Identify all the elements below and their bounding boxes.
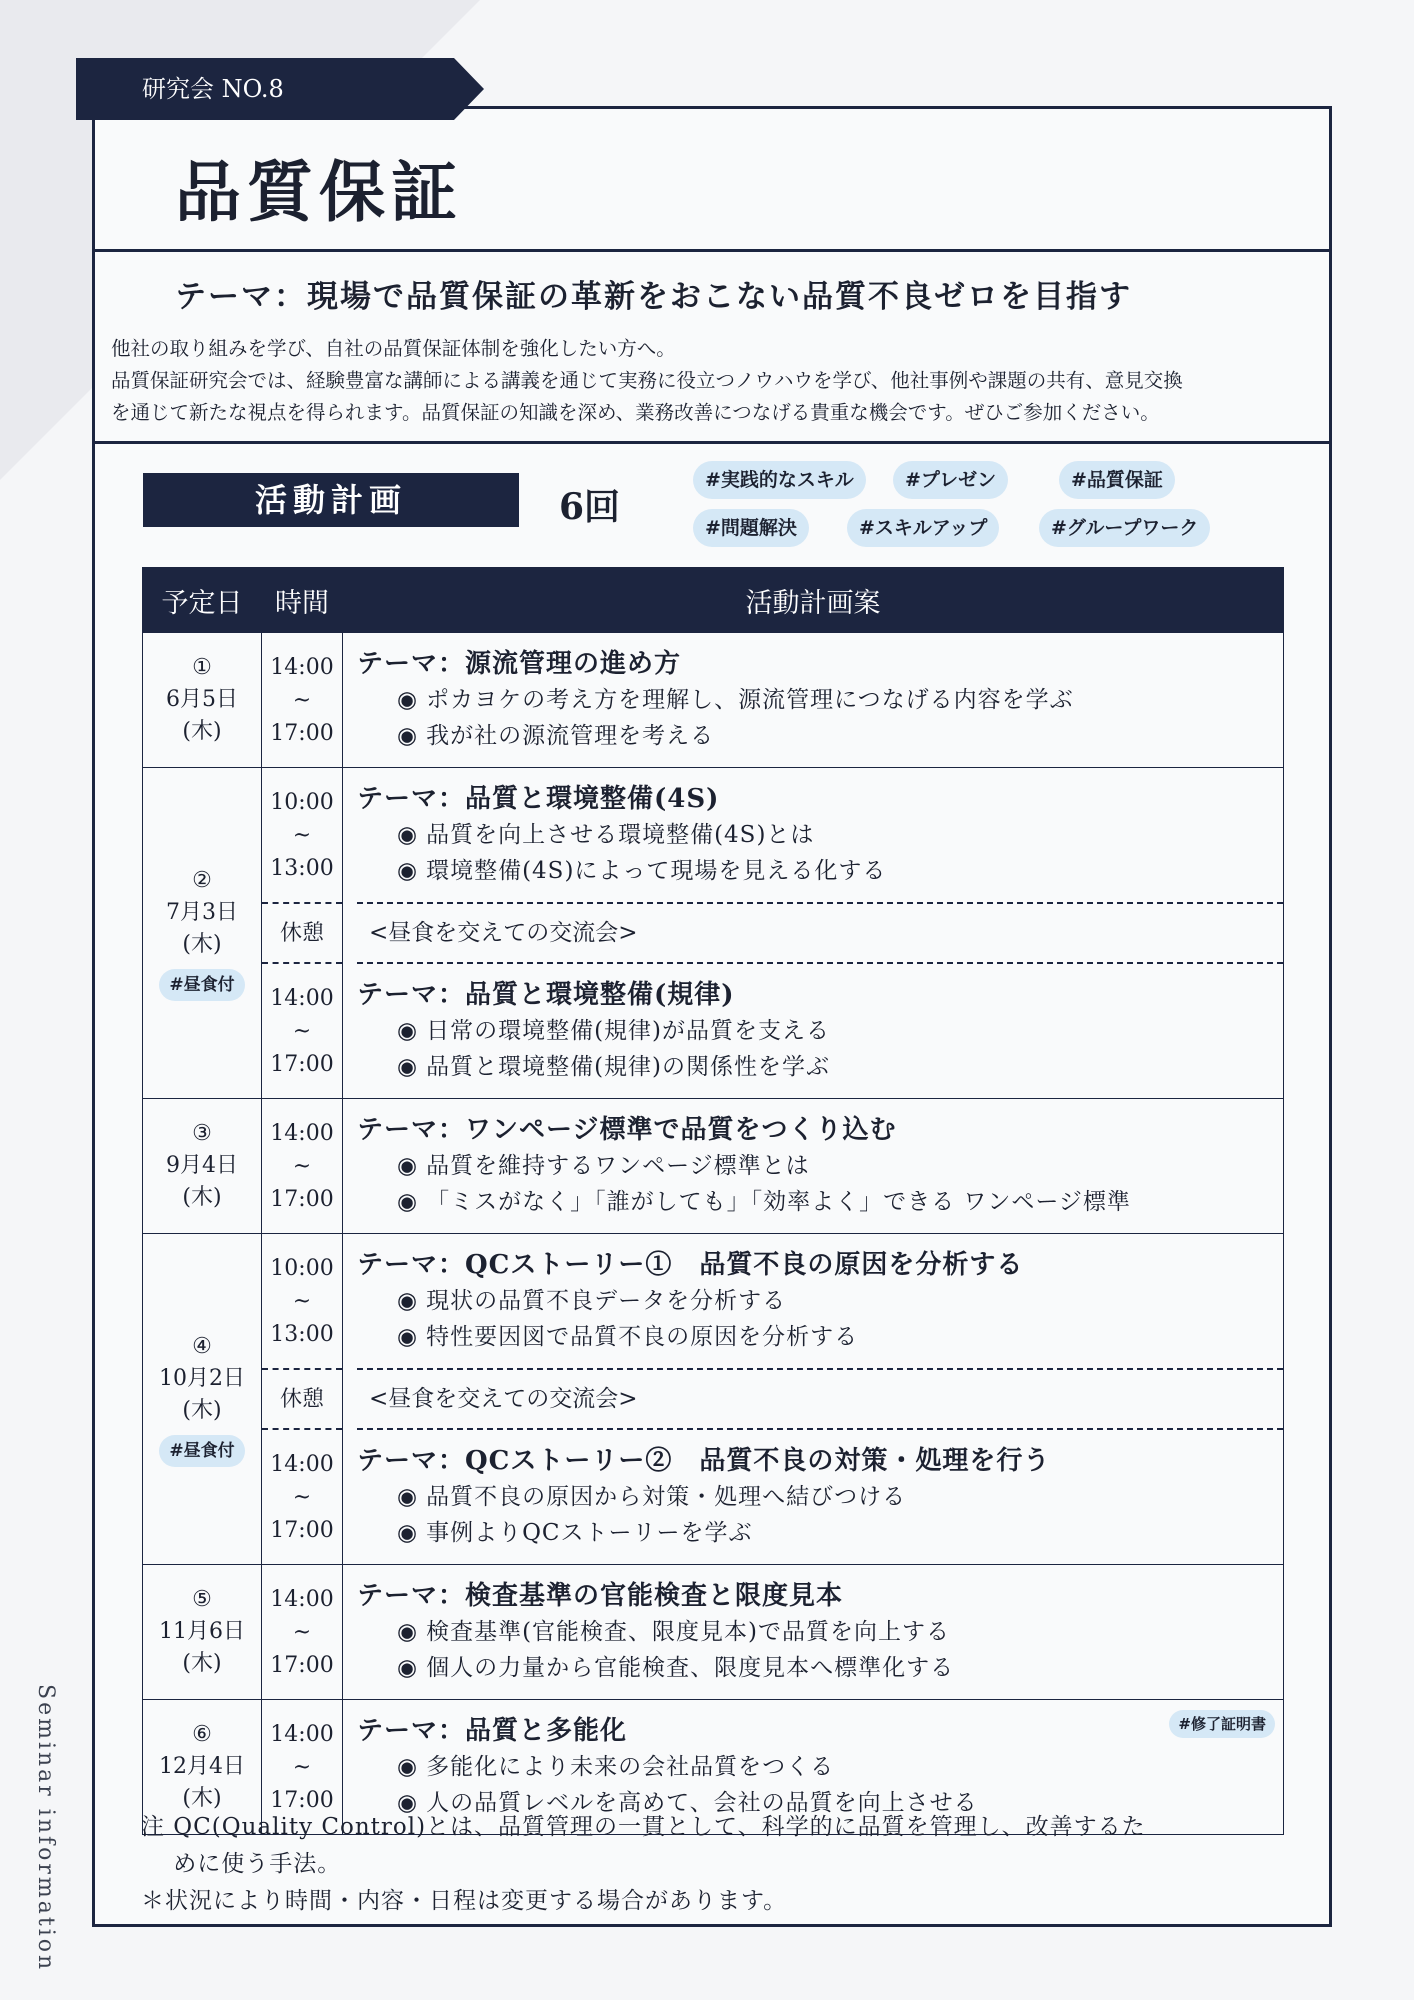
time-separator: ~ <box>292 822 312 848</box>
session-weekday: (木) <box>182 719 222 744</box>
activity-bullet <box>357 1148 1283 1184</box>
session-date: 10月2日 <box>159 1366 245 1391</box>
header-time: 時間 <box>262 568 343 633</box>
end-time: 17:00 <box>270 1652 334 1678</box>
time-separator: ~ <box>292 1018 312 1044</box>
activity-title: テーマ：QCストーリー① 品質不良の原因を分析する <box>357 1250 1024 1280</box>
session-weekday: (木) <box>182 1786 222 1811</box>
activity-bullet <box>357 1749 1283 1785</box>
session-content-cell <box>343 1565 1284 1700</box>
content-stack <box>357 768 1283 1098</box>
session-time-cell <box>262 633 343 768</box>
session-time-cell <box>262 1565 343 1700</box>
session-number: ⑤ <box>192 1587 212 1612</box>
side-label: Seminar information <box>33 1684 58 1973</box>
hashtag: #スキルアップ <box>847 509 999 547</box>
intro-line: を通じて新たな視点を得られます。品質保証の知識を深め、業務改善につなげる貴重な機会です。ぜひご参加ください。 <box>111 401 1160 424</box>
bullet-icon: ◉ <box>397 1520 419 1546</box>
bullet-icon: ◉ <box>397 1655 419 1681</box>
table-header-row <box>143 568 1284 633</box>
note-line: ＊状況により時間・内容・日程は変更する場合があります。 <box>141 1888 788 1914</box>
bullet-icon: ◉ <box>397 1790 419 1816</box>
time-range <box>262 1428 342 1564</box>
bullet-text: 事例よりQCストーリーを学ぶ <box>426 1520 753 1546</box>
session-number: ⑥ <box>192 1722 212 1747</box>
content-stack <box>357 1099 1283 1233</box>
time-separator: ~ <box>292 1288 312 1314</box>
time-range <box>262 1099 342 1233</box>
end-time: 13:00 <box>270 1321 334 1347</box>
session-date-cell <box>143 1234 262 1565</box>
session-content-cell <box>343 1234 1284 1565</box>
bullet-icon: ◉ <box>397 858 419 884</box>
session-date-cell <box>143 1099 262 1234</box>
time-stack <box>262 768 342 1098</box>
session-date: 6月5日 <box>166 687 238 712</box>
intro-line: 品質保証研究会では、経験豊富な講師による講義を通じて実務に役立つノウハウを学び、他社事例や課題の共有、意見交換 <box>111 369 1183 392</box>
divider <box>95 441 1329 444</box>
session-time-cell <box>262 1234 343 1565</box>
start-time: 14:00 <box>270 1451 334 1477</box>
session-content-cell <box>343 768 1284 1099</box>
bullet-text: 多能化により未来の会社品質をつくる <box>426 1754 835 1780</box>
bullet-icon: ◉ <box>397 1619 419 1645</box>
start-time: 10:00 <box>270 1255 334 1281</box>
session-number: ③ <box>192 1121 212 1146</box>
session-date-cell <box>143 1565 262 1700</box>
start-time: 14:00 <box>270 654 334 680</box>
end-time: 17:00 <box>270 1186 334 1212</box>
activity-title: テーマ：QCストーリー② 品質不良の対策・処理を行う <box>357 1446 1051 1476</box>
time-separator: ~ <box>292 1484 312 1510</box>
bullet-text: 現状の品質不良データを分析する <box>426 1288 787 1314</box>
time-separator: ~ <box>292 1619 312 1645</box>
activity-bullet <box>357 682 1283 718</box>
bullet-icon: ◉ <box>397 1324 419 1350</box>
hashtag: #問題解決 <box>693 509 809 547</box>
hashtag: #プレゼン <box>893 461 1008 499</box>
header-plan: 活動計画案 <box>343 568 1284 633</box>
activity-bullet <box>357 1650 1283 1686</box>
time-separator: ~ <box>292 1754 312 1780</box>
break-content: <昼食を交えての交流会> <box>357 1368 1283 1428</box>
document-frame <box>92 106 1332 1927</box>
plan-label: 活動計画 <box>143 473 519 527</box>
session-date: 11月6日 <box>159 1619 245 1644</box>
bullet-icon: ◉ <box>397 1018 419 1044</box>
activity-bullet <box>357 718 1283 754</box>
time-stack <box>262 1234 342 1564</box>
bullet-icon: ◉ <box>397 1754 419 1780</box>
content-stack <box>357 633 1283 767</box>
session-content-cell <box>343 633 1284 768</box>
session-date: 9月4日 <box>166 1153 238 1178</box>
bullet-text: 我が社の源流管理を考える <box>426 723 715 749</box>
activity-title: テーマ：ワンページ標準で品質をつくり込む <box>357 1115 897 1145</box>
certificate-tag: #修了証明書 <box>1169 1710 1275 1738</box>
break-time: 休憩 <box>262 1368 342 1428</box>
bullet-icon: ◉ <box>397 1288 419 1314</box>
time-stack <box>262 1565 342 1699</box>
table-row <box>143 768 1284 1099</box>
page-title: 品質保証 <box>175 153 463 231</box>
bullet-text: 個人の力量から官能検査、限度見本へ標準化する <box>426 1655 955 1681</box>
bullet-text: 品質不良の原因から対策・処理へ結びつける <box>426 1484 907 1510</box>
start-time: 10:00 <box>270 789 334 815</box>
activity-block <box>357 768 1283 902</box>
time-range <box>262 1565 342 1699</box>
activity-bullet <box>357 1013 1283 1049</box>
header-date: 予定日 <box>143 568 262 633</box>
bullet-text: 特性要因図で品質不良の原因を分析する <box>426 1324 859 1350</box>
bullet-icon: ◉ <box>397 1153 419 1179</box>
note-line: めに使う手法。 <box>141 1851 342 1877</box>
time-range <box>262 1234 342 1368</box>
activity-bullet <box>357 1184 1283 1220</box>
bullet-text: 品質を向上させる環境整備(4S)とは <box>426 822 815 848</box>
bullet-text: 品質と環境整備(規律)の関係性を学ぶ <box>426 1054 831 1080</box>
lunch-tag: #昼食付 <box>159 969 244 1001</box>
bullet-text: 検査基準(官能検査、限度見本)で品質を向上する <box>426 1619 951 1645</box>
bullet-text: 日常の環境整備(規律)が品質を支える <box>426 1018 831 1044</box>
table-row <box>143 1234 1284 1565</box>
end-time: 17:00 <box>270 1787 334 1813</box>
bullet-icon: ◉ <box>397 723 419 749</box>
session-time-cell <box>262 768 343 1099</box>
bullet-text: 環境整備(4S)によって現場を見える化する <box>426 858 887 884</box>
end-time: 17:00 <box>270 1051 334 1077</box>
activity-bullet <box>357 1319 1283 1355</box>
activity-block <box>357 1234 1283 1368</box>
intro-text <box>111 333 1321 429</box>
note-line: 注 QC(Quality Control)とは、品質管理の一貫として、科学的に品質を管理し、改善するた <box>141 1814 1146 1840</box>
activity-title: テーマ：品質と環境整備(規律) <box>357 980 735 1010</box>
session-weekday: (木) <box>182 932 222 957</box>
activity-bullet <box>357 817 1283 853</box>
table-row <box>143 633 1284 768</box>
activity-block <box>357 1565 1283 1699</box>
footnotes <box>141 1809 1301 1920</box>
header-tab: 研究会 NO.8 <box>76 58 454 120</box>
activity-bullet <box>357 1283 1283 1319</box>
content-stack <box>357 1565 1283 1699</box>
activity-title: テーマ：検査基準の官能検査と限度見本 <box>357 1581 844 1611</box>
time-separator: ~ <box>292 687 312 713</box>
activity-title: テーマ：品質と環境整備(4S) <box>357 784 720 814</box>
hashtag: #品質保証 <box>1059 461 1175 499</box>
session-date-cell <box>143 768 262 1099</box>
bullet-text: 人の品質レベルを高めて、会社の品質を向上させる <box>426 1790 978 1816</box>
hashtag: #実践的なスキル <box>693 461 866 499</box>
activity-block <box>357 1428 1283 1564</box>
table-row <box>143 1099 1284 1234</box>
theme-heading: テーマ：現場で品質保証の革新をおこない品質不良ゼロを目指す <box>175 279 1132 315</box>
bullet-text: ポカヨケの考え方を理解し、源流管理につなげる内容を学ぶ <box>426 687 1074 713</box>
activity-title: テーマ：品質と多能化 <box>357 1716 628 1746</box>
end-time: 13:00 <box>270 855 334 881</box>
start-time: 14:00 <box>270 1120 334 1146</box>
start-time: 14:00 <box>270 1586 334 1612</box>
break-time: 休憩 <box>262 902 342 962</box>
activity-bullet <box>357 1515 1283 1551</box>
content-stack <box>357 1234 1283 1564</box>
bullet-icon: ◉ <box>397 1484 419 1510</box>
session-number: ① <box>192 655 212 680</box>
time-separator: ~ <box>292 1153 312 1179</box>
intro-line: 他社の取り組みを学び、自社の品質保証体制を強化したい方へ。 <box>111 337 676 360</box>
start-time: 14:00 <box>270 985 334 1011</box>
bullet-icon: ◉ <box>397 687 419 713</box>
session-content-cell <box>343 1099 1284 1234</box>
bullet-text: 品質を維持するワンページ標準とは <box>426 1153 810 1179</box>
plan-count: 6回 <box>559 486 621 528</box>
bullet-icon: ◉ <box>397 1054 419 1080</box>
activity-bullet <box>357 1614 1283 1650</box>
activity-block <box>357 633 1283 767</box>
hashtag: #グループワーク <box>1039 509 1210 547</box>
session-time-cell <box>262 1099 343 1234</box>
break-content: <昼食を交えての交流会> <box>357 902 1283 962</box>
activity-block <box>357 962 1283 1098</box>
activity-bullet <box>357 853 1283 889</box>
session-date-cell <box>143 633 262 768</box>
activity-bullet <box>357 1049 1283 1085</box>
end-time: 17:00 <box>270 720 334 746</box>
time-range <box>262 633 342 767</box>
lunch-tag: #昼食付 <box>159 1435 244 1467</box>
bullet-text: 「ミスがなく」「誰がしても」「効率よく」できる ワンページ標準 <box>426 1189 1131 1215</box>
divider <box>95 249 1329 252</box>
bullet-icon: ◉ <box>397 1189 419 1215</box>
session-weekday: (木) <box>182 1651 222 1676</box>
session-number: ④ <box>192 1334 212 1359</box>
start-time: 14:00 <box>270 1721 334 1747</box>
table-row <box>143 1565 1284 1700</box>
session-number: ② <box>192 868 212 893</box>
session-weekday: (木) <box>182 1185 222 1210</box>
session-weekday: (木) <box>182 1398 222 1423</box>
bullet-icon: ◉ <box>397 822 419 848</box>
time-range <box>262 962 342 1098</box>
activity-block <box>357 1099 1283 1233</box>
session-date: 12月4日 <box>159 1754 245 1779</box>
schedule-table <box>142 567 1284 1835</box>
time-range <box>262 768 342 902</box>
time-stack <box>262 1099 342 1233</box>
end-time: 17:00 <box>270 1517 334 1543</box>
session-date: 7月3日 <box>166 900 238 925</box>
activity-bullet <box>357 1479 1283 1515</box>
activity-title: テーマ：源流管理の進め方 <box>357 649 682 679</box>
time-stack <box>262 633 342 767</box>
